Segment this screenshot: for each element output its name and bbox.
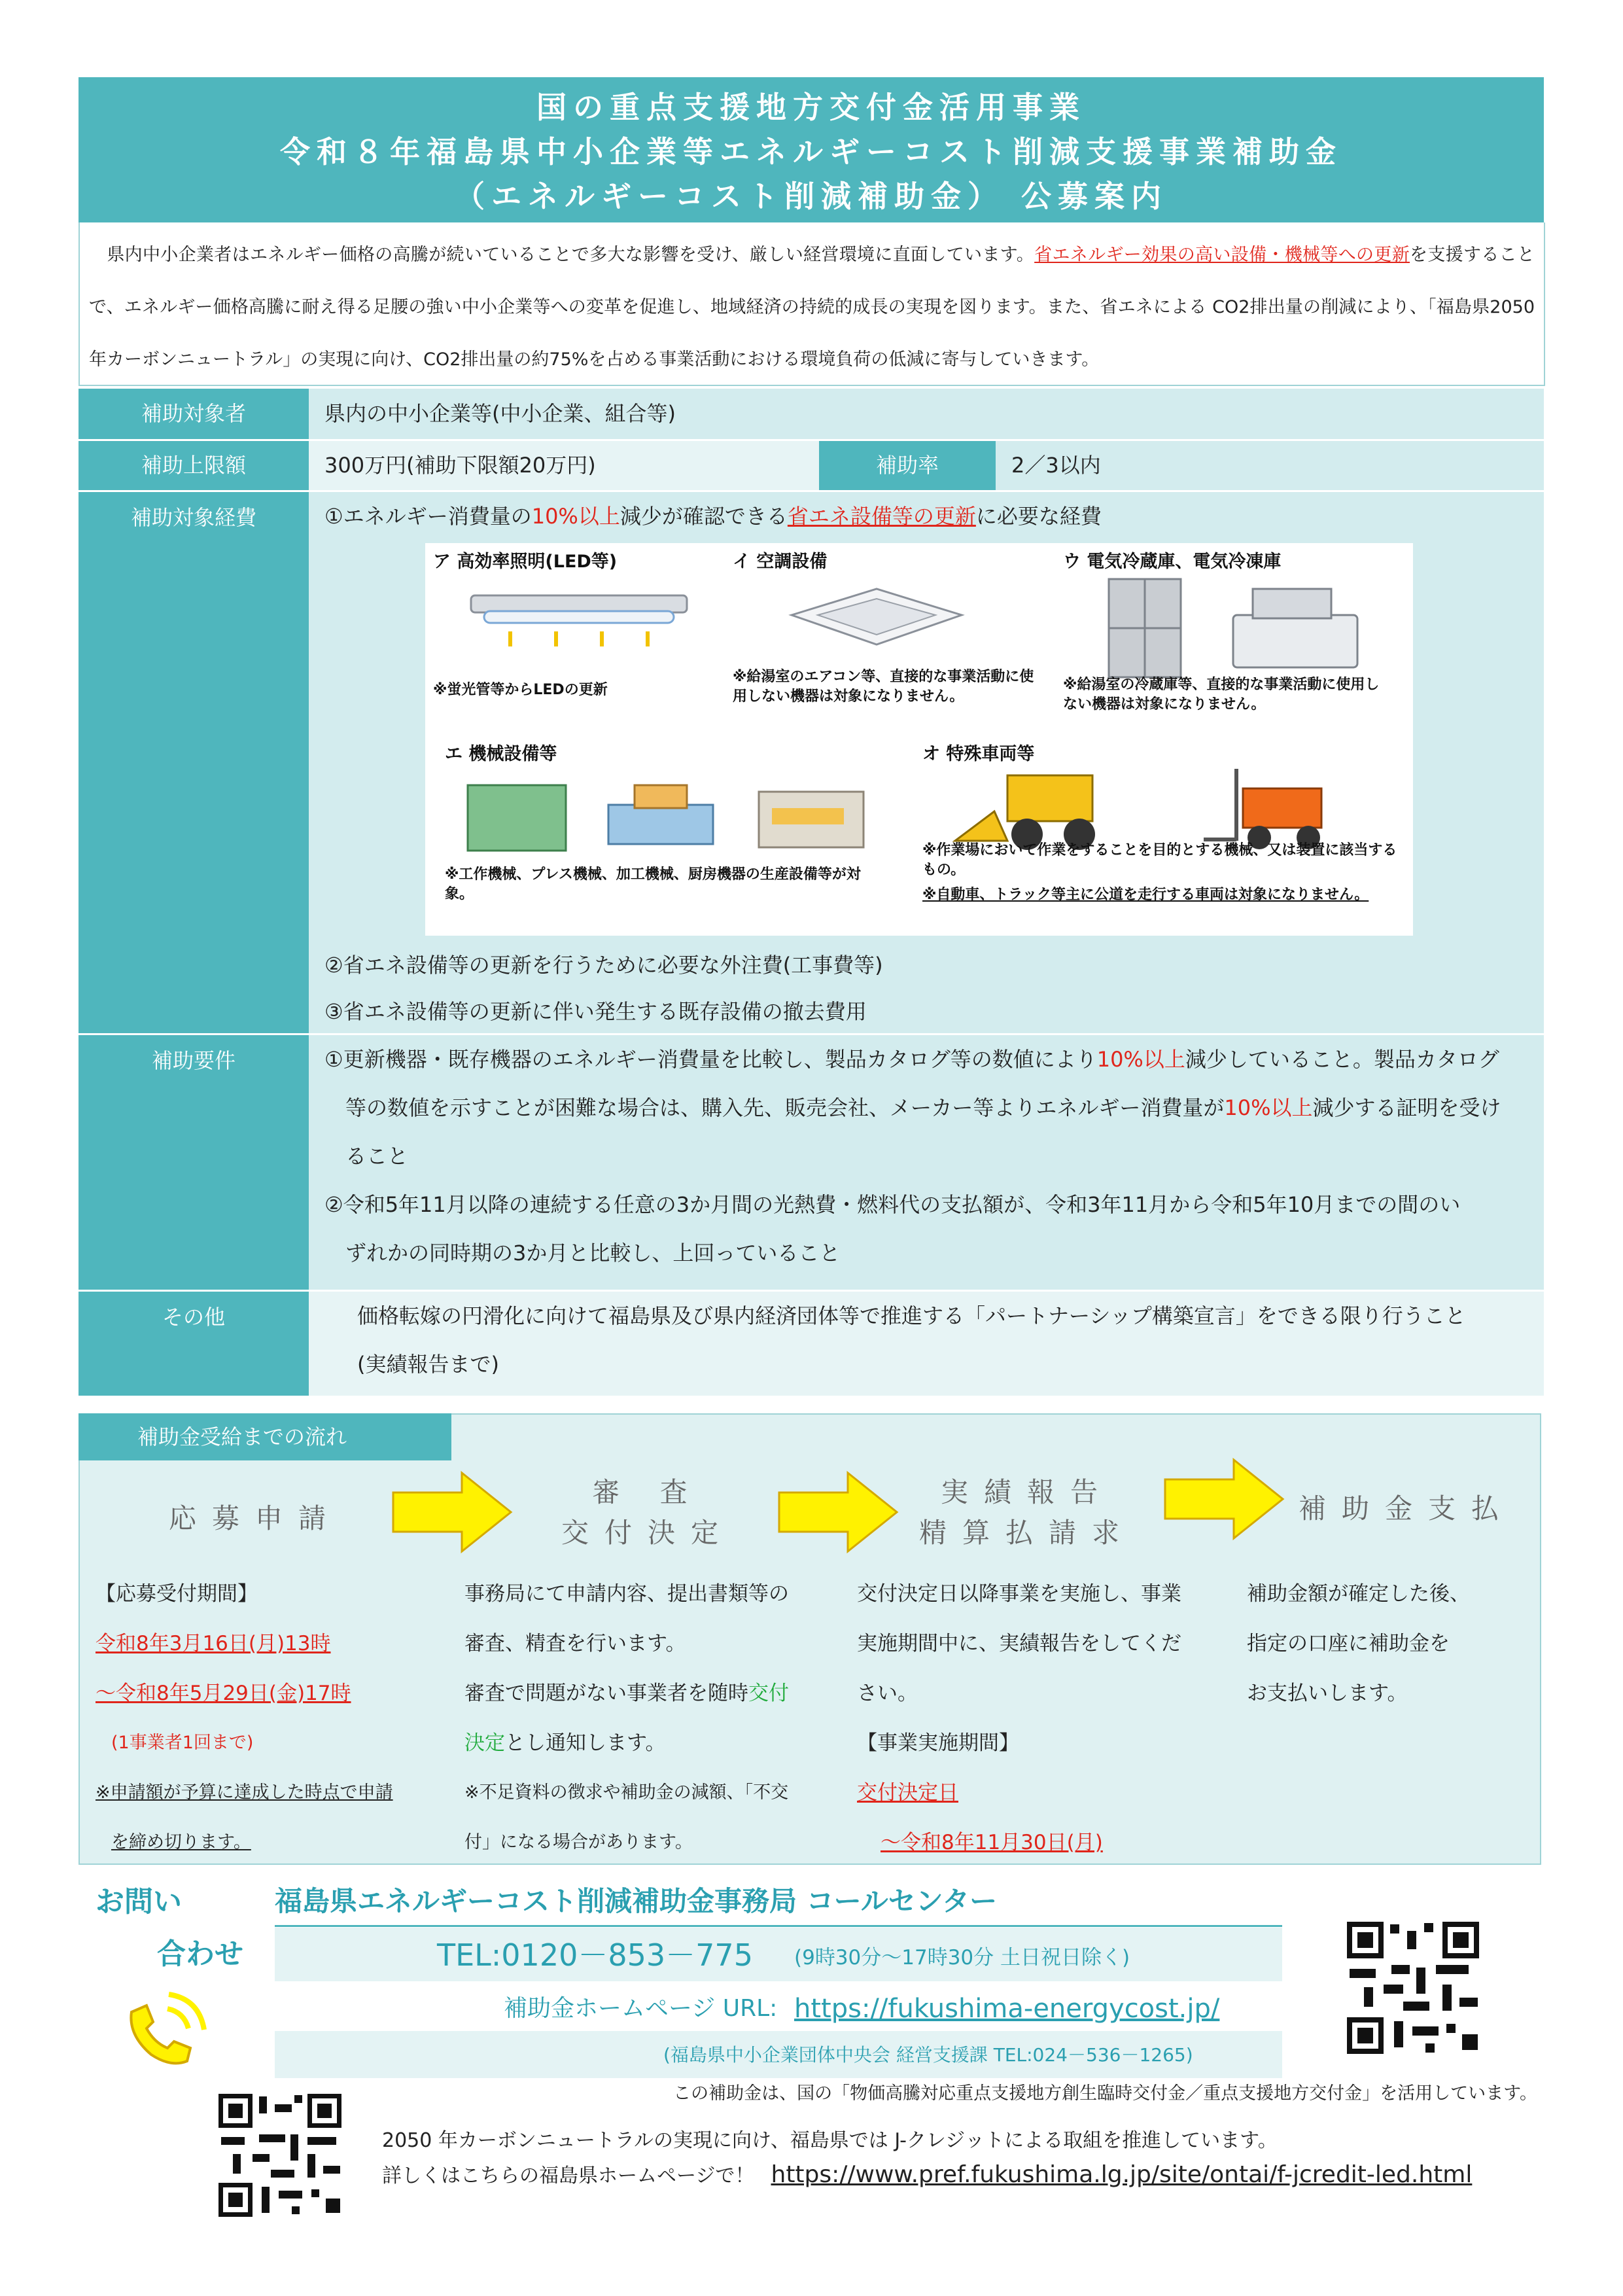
intro-emphasis: 省エネルギー効果の高い設備・機械等への更新	[1034, 245, 1410, 265]
arrow-right-icon	[1162, 1457, 1286, 1542]
other-text: 価格転嫁の円滑化に向けて福島県及び県内経済団体等で推進する「パートナーシップ構築宣言」をできる限り行うこと (実績報告まで)	[357, 1303, 1466, 1377]
contact-url-label: 補助金ホームページ URL:	[504, 1995, 778, 2022]
machine-equipment-icon	[464, 772, 870, 857]
flow-col-payment: 補助金額が確定した後、 指定の口座に補助金を お支払いします。	[1247, 1582, 1470, 1705]
arrow-right-icon	[390, 1470, 514, 1555]
header-line-2: 令和８年福島県中小企業等エネルギーコスト削減支援事業補助金	[280, 134, 1342, 169]
jcredit-line-2: 詳しくはこちらの福島県ホームページで！ https://www.pref.fukushima.lg.jp/site/ontai/f-jcredit-led.html	[382, 2161, 1473, 2188]
equip-i-note: ※給湯室のエアコン等、直接的な事業活動に使用しない機器は対象になりません。	[733, 669, 1034, 705]
limit-label: 補助上限額	[79, 441, 309, 492]
qr-code-icon	[216, 2091, 344, 2219]
special-vehicle-icon	[949, 762, 1380, 854]
jcredit-url-link[interactable]: https://www.pref.fukushima.lg.jp/site/ontai/f-jcredit-led.html	[771, 2161, 1473, 2188]
equip-i-title: イ 空調設備	[733, 552, 828, 572]
step-review: 審 査 交付決定	[561, 1476, 734, 1549]
equip-o-note-2: ※自動車、トラック等主に公道を走行する車両は対象になりません。	[922, 887, 1369, 903]
qr-code-icon	[1344, 1919, 1482, 2057]
equip-o-note-1: ※作業場において作業をすることを目的とする機械、又は装置に該当するもの。	[922, 842, 1397, 878]
header-line-3: （エネルギーコスト削減補助金） 公募案内	[454, 179, 1168, 214]
jcredit-line-1: 2050 年カーボンニュートラルの実現に向け、福島県では J-クレジットによる取組を推進しています。	[382, 2129, 1278, 2152]
target-value: 県内の中小企業等(中小企業、組合等)	[309, 389, 1544, 441]
rate-label: 補助率	[819, 441, 996, 492]
equip-o-title: オ 特殊車両等	[922, 744, 1035, 764]
arrow-right-icon	[776, 1470, 900, 1555]
contact-label-2: 合わせ	[157, 1937, 243, 1971]
contact-sub: (福島県中小企業団体中央会 経営支援課 TEL:024－536－1265)	[663, 2044, 1193, 2066]
step-payment: 補助金支払	[1298, 1492, 1514, 1525]
flow-col-review: 事務局にて申請内容、提出書類等の 審査、精査を行います。 審査で問題がない事業者を随時交付 決定とし通知します。 ※不足資料の徴求や補助金の減額、「不交 付」になる場合があります。	[464, 1582, 789, 1852]
cost-item-2: ②省エネ設備等の更新を行うために必要な外注費(工事費等)	[324, 953, 883, 978]
contact-hours: (9時30分～17時30分 土日祝日除く)	[794, 1946, 1130, 1969]
other-label: その他	[79, 1292, 309, 1398]
contact-label-1: お問い	[96, 1885, 182, 1918]
limit-value: 300万円(補助下限額20万円)	[309, 441, 819, 492]
requirement-2: ②令和5年11月以降の連続する任意の3か月間の光熱費・燃料代の支払額が、令和3年11月から令和5年10月までの間のい	[324, 1192, 1461, 1217]
equip-a-title: ア 高効率照明(LED等)	[433, 552, 618, 572]
rate-value: 2／3以内	[996, 441, 1544, 492]
intro-text	[79, 222, 1545, 386]
phone-icon	[115, 1989, 220, 2074]
equip-e-note: ※工作機械、プレス機械、加工機械、厨房機器の生産設備等が対象。	[445, 866, 861, 902]
contact-tel[interactable]: TEL:0120－853－775	[437, 1937, 753, 1973]
flow-col-apply: 【応募受付期間】 令和8年3月16日(月)13時 ～令和8年5月29日(金)17時 (1事業者1回まで) ※申請額が予算に達成した時点で申請 を締め切ります。	[96, 1582, 393, 1852]
refrigerator-icon	[1102, 576, 1390, 680]
header-line-1: 国の重点支援地方交付金活用事業	[536, 90, 1086, 125]
requirement-1: ①更新機器・既存機器のエネルギー消費量を比較し、製品カタログ等の数値により10%以上減少していること。製品カタログ 等の数値を示すことが困難な場合は、購入先、販売会社、メーカー等よりエネルギー消費量が10%以上減少する証明を受け ること ②令和5年11月以降の連続する任意の3か月間の光熱費・燃料代の支払額が、令和3年11月から令和5年10月までの間のい ずれかの同時期の3か月と比較し、上回っていること	[324, 1035, 1535, 1277]
target-label: 補助対象者	[79, 389, 309, 441]
cost-label: 補助対象経費	[79, 492, 309, 1035]
flow-col-report: 交付決定日以降事業を実施し、事業 実施期間中に、実績報告をしてくだ さい。 【事業実施期間】 交付決定日 ～令和8年11月30日(月)	[857, 1582, 1181, 1854]
cost-item-1: ①エネルギー消費量の10%以上減少が確認できる省エネ設備等の更新に必要な経費	[324, 504, 1102, 529]
led-light-icon	[464, 582, 700, 654]
flow-tag: 補助金受給までの流れ	[79, 1413, 451, 1460]
requirement-label: 補助要件	[79, 1035, 309, 1292]
step-report: 実績報告 精算払請求	[918, 1476, 1135, 1549]
eligible-equipment-illustration	[425, 543, 1413, 936]
step-apply: 応募申請	[168, 1502, 341, 1534]
equip-u-note: ※給湯室の冷蔵庫等、直接的な事業活動に使用しない機器は対象になりません。	[1063, 677, 1380, 713]
intro-part-2: を支援することで、エネルギー価格高騰に耐え得る足腰の強い中小企業等への変革を促進し、地域経済の持続的成長の実現を図ります。また、省エネによる CO2排出量の削減により、「福島県2050年カーボンニュートラル」の実現に向け、CO2排出量の約75%を占める事業活動における環境負荷の低減に寄与していきます。	[89, 245, 1535, 370]
equip-e-title: エ 機械設備等	[445, 744, 557, 764]
contact-org: 福島県エネルギーコスト削減補助金事務局 コールセンター	[275, 1878, 1282, 1927]
equip-a-note: ※蛍光管等からLEDの更新	[433, 682, 608, 698]
page-header	[79, 77, 1544, 222]
intro-part-1: 県内中小企業者はエネルギー価格の高騰が続いていることで多大な影響を受け、厳しい経営環境に直面しています。	[107, 245, 1035, 265]
contact-url-link[interactable]: https://fukushima-energycost.jp/	[794, 1994, 1220, 2024]
air-conditioner-icon	[778, 582, 975, 661]
funding-note: この補助金は、国の「物価高騰対応重点支援地方創生臨時交付金／重点支援地方交付金」を活用しています。	[673, 2083, 1537, 2104]
equip-u-title: ウ 電気冷蔵庫、電気冷凍庫	[1063, 552, 1282, 572]
cost-item-3: ③省エネ設備等の更新に伴い発生する既存設備の撤去費用	[324, 999, 867, 1024]
tel-bar	[275, 1928, 1282, 1981]
